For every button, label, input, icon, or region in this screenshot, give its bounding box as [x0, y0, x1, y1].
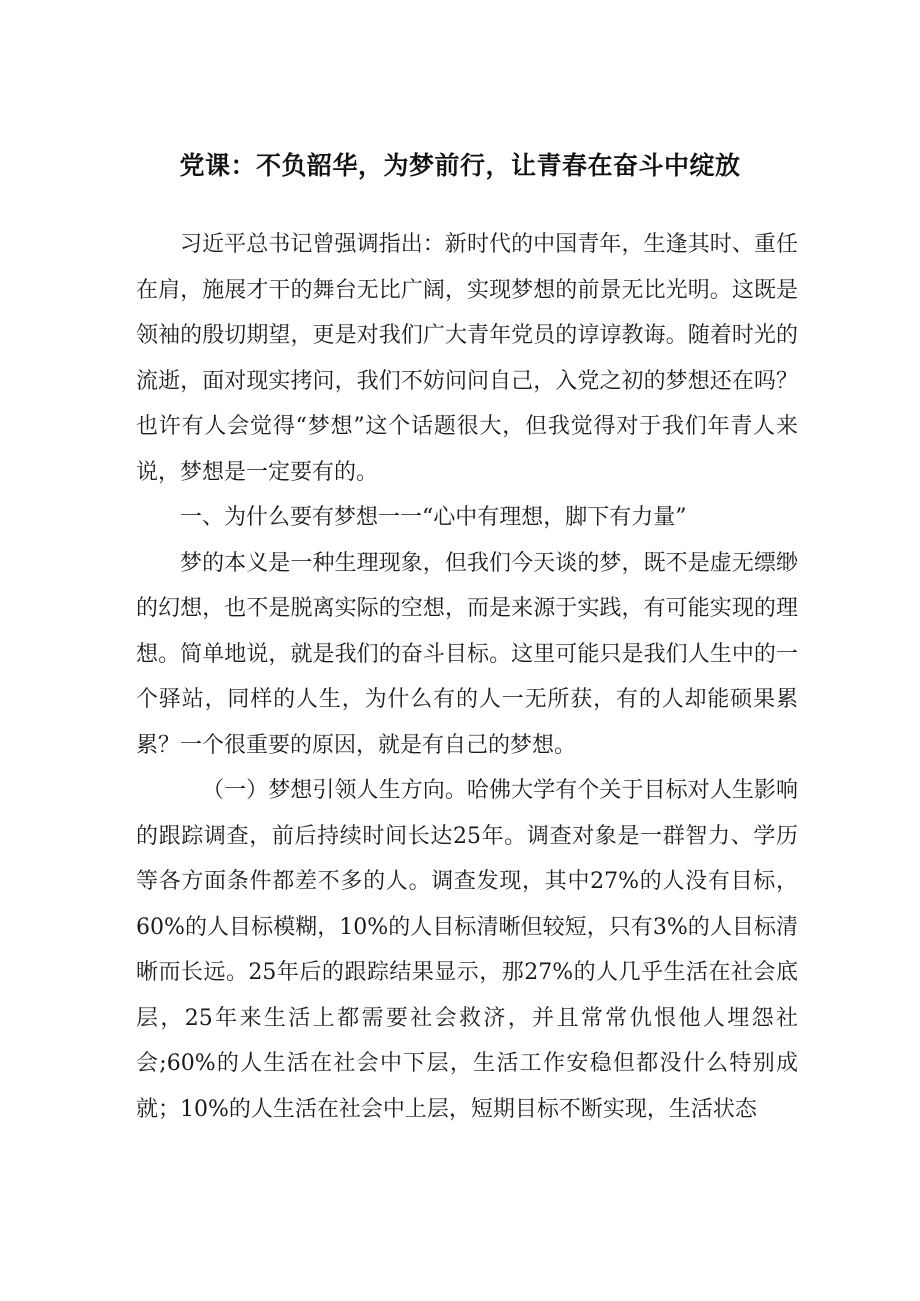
- paragraph-dream-meaning: 梦的本义是一种生理现象，但我们今天谈的梦，既不是虚无缥缈的幻想，也不是脱离实际的空想，而是来源于实践，有可能实现的理想。简单地说，就是我们的奋斗目标。这里可能只是我们人生中的一个驿站，同样的人生，为什么有的人一无所获，有的人却能硕果累累？一个很重要的原因，就是有自己的梦想。: [136, 550, 798, 758]
- paragraph-intro: 习近平总书记曾强调指出：新时代的中国青年，生逢其时、重任在肩，施展才干的舞台无比广阔，实现梦想的前景无比光明。这既是领袖的殷切期望，更是对我们广大青年党员的谆谆教诲。随着时光的流逝，面对现实拷问，我们不妨问问自己，入党之初的梦想还在吗？也许有人会觉得“梦想”这个话题很大，但我觉得对于我们年青人来说，梦想是一定要有的。: [136, 232, 798, 485]
- document-body: [136, 222, 798, 1132]
- paragraph-dream-direction: （一）梦想引领人生方向。哈佛大学有个关于目标对人生影响的跟踪调查，前后持续时间长达25年。调查对象是一群智力、学历等各方面条件都差不多的人。调查发现，其中27%的人没有目标，60%的人目标模糊，10%的人目标清晰但较短，只有3%的人目标清晰而长远。25年后的跟踪结果显示，那27%的人几乎生活在社会底层，25年来生活上都需要社会救济，并且常常仇恨他人埋怨社会;60%的人生活在社会中下层，生活工作安稳但都没什么特别成就；10%的人生活在社会中上层，短期目标不断实现，生活状态: [136, 778, 798, 1122]
- document-title: 党课：不负韶华，为梦前行，让青春在奋斗中绽放: [179, 151, 741, 180]
- section-heading-1: 一、为什么要有梦想一一“心中有理想，脚下有力量”: [180, 505, 687, 530]
